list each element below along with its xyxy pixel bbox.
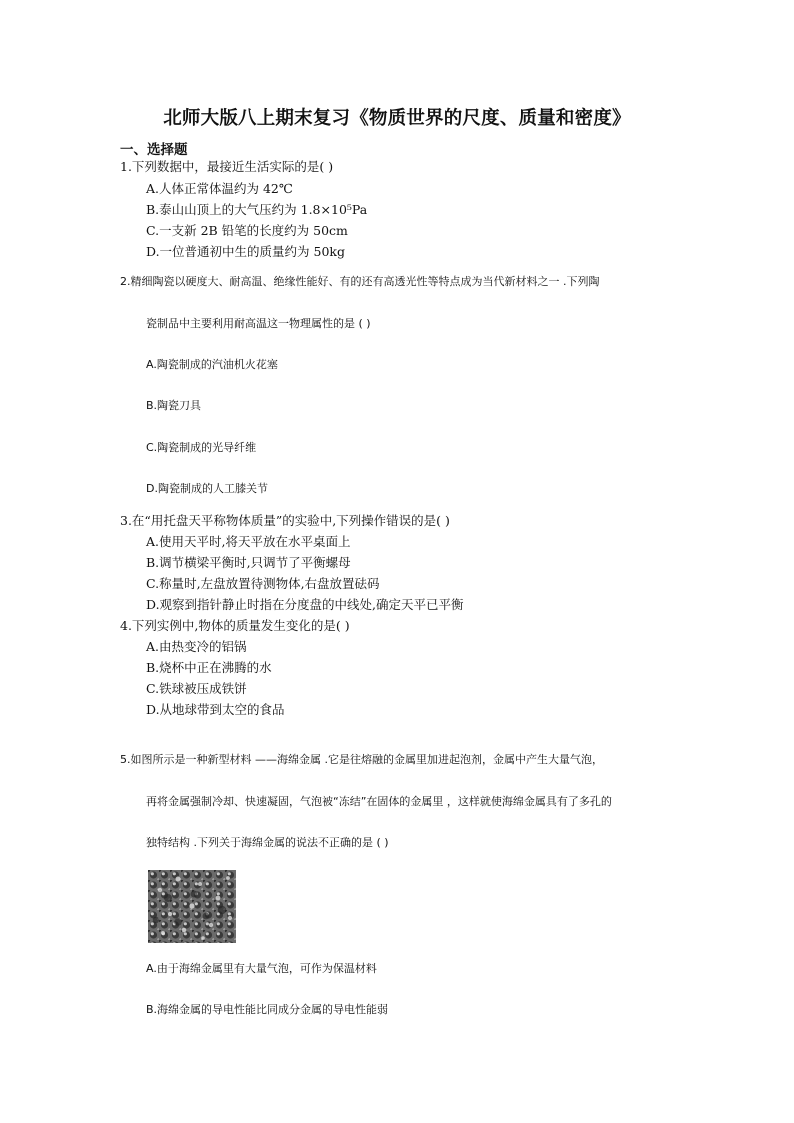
question-4-stem: 4.下列实例中,物体的质量发生变化的是( ) — [120, 618, 350, 633]
question-2-option-b: B.陶瓷刀具 — [146, 399, 202, 412]
question-3-stem: 3.在“用托盘天平称物体质量”的实验中,下列操作错误的是( ) — [120, 513, 450, 528]
page-title: 北师大版八上期末复习《物质世界的尺度、质量和密度》 — [163, 108, 631, 129]
question-5-option-a: A.由于海绵金属里有大量气泡，可作为保温材料 — [146, 962, 377, 975]
section-heading: 一、选择题 — [120, 142, 188, 158]
question-4-option-c: C.铁球被压成铁饼 — [146, 681, 247, 696]
question-3-option-a: A.使用天平时,将天平放在水平桌面上 — [146, 534, 351, 549]
question-5-stem-continued-1: 再将金属强制冷却、快速凝固，气泡被“冻结”在固体的金属里 ，这样就使海绵金属具有了多孔的 — [146, 795, 612, 808]
question-2-option-d: D.陶瓷制成的人工膝关节 — [146, 482, 268, 495]
question-3-option-d: D.观察到指针静止时指在分度盘的中线处,确定天平已平衡 — [146, 597, 464, 612]
question-3-option-c: C.称量时,左盘放置待测物体,右盘放置砝码 — [146, 576, 380, 591]
metal-foam-image — [148, 870, 236, 943]
question-2-option-a: A.陶瓷制成的汽油机火花塞 — [146, 358, 278, 371]
question-1-option-a: A.人体正常体温约为 42℃ — [146, 181, 293, 196]
question-4-option-b: B.烧杯中正在沸腾的水 — [146, 660, 272, 675]
question-1-option-b: B.泰山山顶上的大气压约为 1.8×10⁵Pa — [146, 202, 368, 217]
question-2-stem: 2.精细陶瓷以硬度大、耐高温、绝缘性能好、有的还有高透光性等特点成为当代新材料之一 .下列陶 — [120, 275, 600, 288]
question-5-option-b: B.海绵金属的导电性能比同成分金属的导电性能弱 — [146, 1003, 389, 1016]
question-1-stem: 1.下列数据中，最接近生活实际的是( ) — [120, 159, 334, 174]
question-1-option-d: D.一位普通初中生的质量约为 50kg — [146, 244, 346, 259]
question-2-option-c: C.陶瓷制成的光导纤维 — [146, 441, 257, 454]
question-3-option-b: B.调节横梁平衡时,只调节了平衡螺母 — [146, 555, 351, 570]
question-2-stem-continued: 瓷制品中主要利用耐高温这一物理属性的是 ( ) — [146, 317, 371, 330]
question-5-stem-continued-2: 独特结构 .下列关于海绵金属的说法不正确的是 ( ) — [146, 836, 389, 849]
question-5-stem: 5.如图所示是一种新型材料 ——海绵金属 .它是往熔融的金属里加进起泡剂，金属中产生大量气泡， — [120, 753, 603, 766]
question-1-option-c: C.一支新 2B 铅笔的长度约为 50cm — [146, 223, 348, 238]
question-4-option-d: D.从地球带到太空的食品 — [146, 702, 285, 717]
question-4-option-a: A.由热变冷的铝锅 — [146, 639, 247, 654]
